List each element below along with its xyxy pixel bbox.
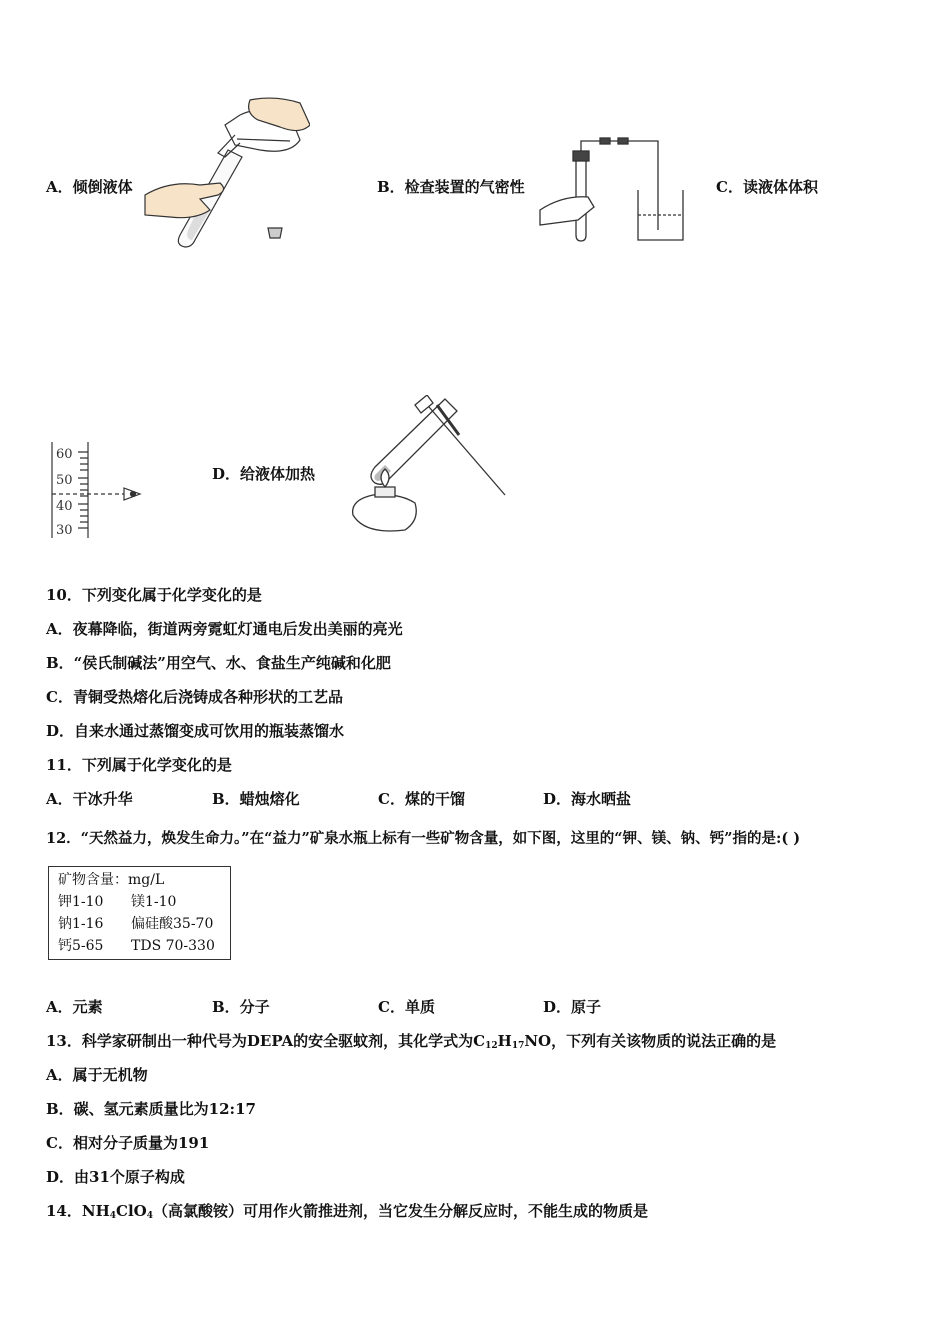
q13-option-d: D．由31个原子构成 <box>46 1168 185 1186</box>
q11-option-d: D．海水晒盐 <box>543 790 632 808</box>
pouring-liquid-figure <box>140 95 310 250</box>
q13-stem: 13．科学家研制出一种代号为DEPA的安全驱蚊剂，其化学式为$C_{12}H_{17}NO$，下列有关该物质的说法正确的是 <box>46 1032 777 1051</box>
mineral-potassium: 钾1-10 <box>58 894 104 910</box>
heating-liquid-figure <box>345 395 510 540</box>
mineral-sodium: 钠1-16 <box>58 916 104 932</box>
q14-stem: 14．$NH_4ClO_4$（高氯酸铵）可用作火箭推进剂，当它发生分解反应时，不能生成的物质是 <box>46 1202 649 1221</box>
q13-option-a: A．属于无机物 <box>46 1066 148 1084</box>
cylinder-tick-30: 30 <box>56 523 73 538</box>
q10-option-d: D．自来水通过蒸馏变成可饮用的瓶装蒸馏水 <box>46 722 345 740</box>
q11-option-c: C．煤的干馏 <box>378 790 465 808</box>
airtightness-check-figure <box>538 135 693 245</box>
q12-stem: 12．“天然益力，焕发生命力。”在“益力”矿泉水瓶上标有一些矿物含量，如下图，这里的“钾、镁、钠、钙”指的是:( ) <box>46 830 801 847</box>
q12-option-d: D．原子 <box>543 998 602 1016</box>
option-c-reading-volume: C．读液体体积 <box>716 178 818 196</box>
q10-stem: 10．下列变化属于化学变化的是 <box>46 586 262 604</box>
option-b-airtightness: B．检查装置的气密性 <box>377 178 525 196</box>
q10-option-a: A．夜幕降临，街道两旁霓虹灯通电后发出美丽的亮光 <box>46 620 403 638</box>
mineral-magnesium: 镁1-10 <box>131 894 177 910</box>
q12-option-c: C．单质 <box>378 998 435 1016</box>
cylinder-tick-50: 50 <box>56 473 73 488</box>
graduated-cylinder-figure <box>44 438 154 540</box>
option-a-pouring: A．倾倒液体 <box>46 178 133 196</box>
mineral-tds: TDS 70-330 <box>131 938 215 954</box>
option-d-heating: D．给液体加热 <box>212 465 316 483</box>
q13-option-b: B．碳、氢元素质量比为12:17 <box>46 1100 256 1118</box>
q10-option-b: B．“侯氏制碱法”用空气、水、食盐生产纯碱和化肥 <box>46 654 391 672</box>
q11-option-a: A．干冰升华 <box>46 790 133 808</box>
cylinder-tick-60: 60 <box>56 447 73 462</box>
q12-option-a: A．元素 <box>46 998 103 1016</box>
mineral-title: 矿物含量：mg/L <box>58 872 165 888</box>
q11-option-b: B．蜡烛熔化 <box>212 790 300 808</box>
mineral-metasilicic-acid: 偏硅酸35-70 <box>131 916 214 932</box>
q12-option-b: B．分子 <box>212 998 270 1016</box>
q13-option-c: C．相对分子质量为191 <box>46 1134 210 1152</box>
mineral-content-label <box>48 866 231 960</box>
q11-stem: 11．下列属于化学变化的是 <box>46 756 232 774</box>
mineral-calcium: 钙5-65 <box>58 938 104 954</box>
cylinder-tick-40: 40 <box>56 499 73 514</box>
q10-option-c: C．青铜受热熔化后浇铸成各种形状的工艺品 <box>46 688 343 706</box>
